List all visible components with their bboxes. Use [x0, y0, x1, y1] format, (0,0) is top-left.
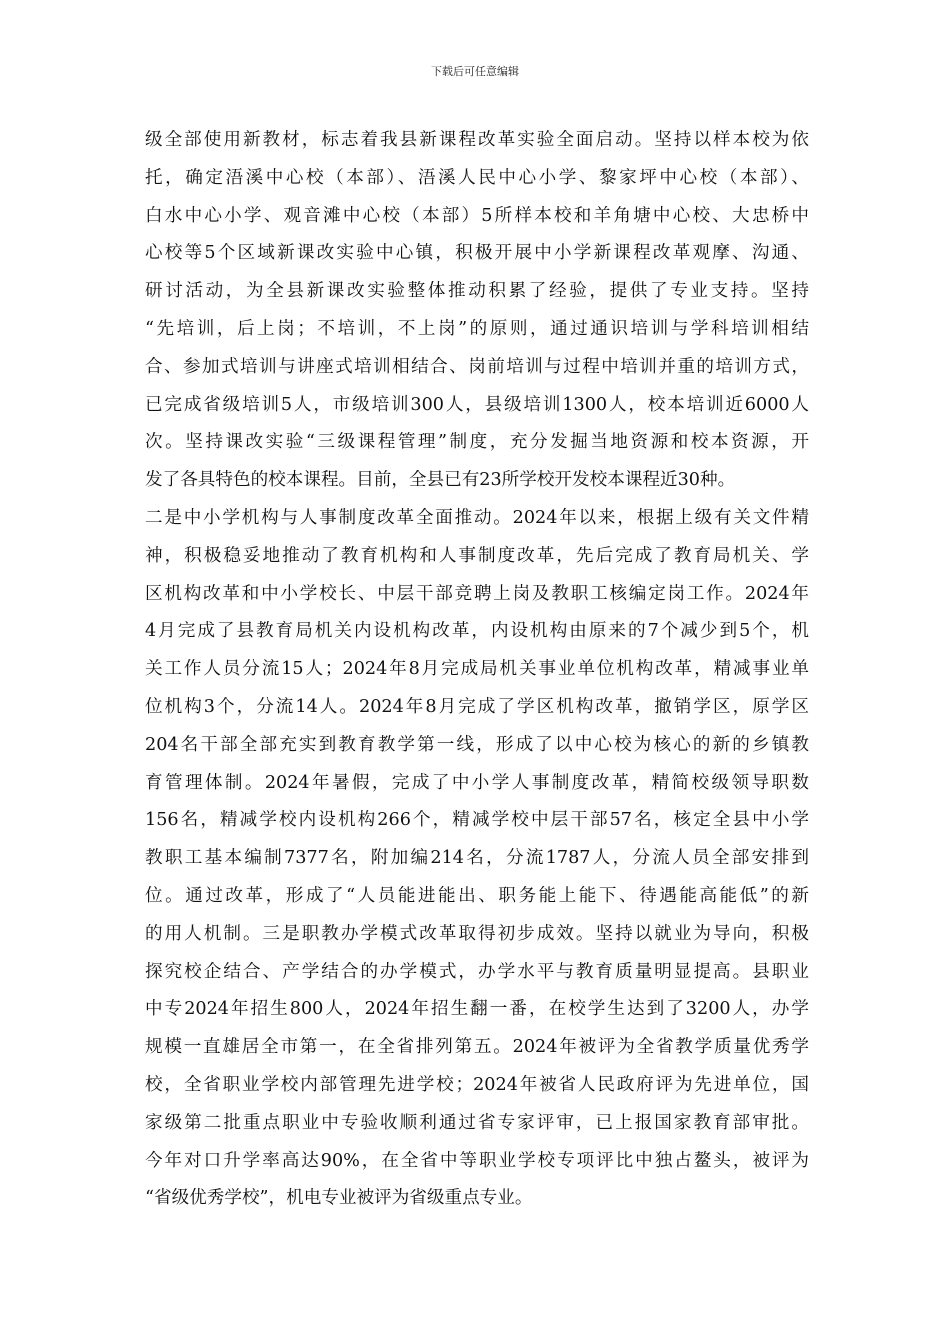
- text-line: 探究校企结合、产学结合的办学模式，办学水平与教育质量明显提高。县职业: [145, 961, 809, 982]
- text-line: “先培训，后上岗；不培训，不上岗”的原则，通过通识培训与学科培训相结: [145, 318, 809, 339]
- text-line: 次。坚持课改实验“三级课程管理”制度，充分发掘当地资源和校本资源，开: [145, 432, 809, 453]
- text-line: 研讨活动，为全县新课改实验整体推动积累了经验，提供了专业支持。坚持: [145, 281, 809, 302]
- text-line: 校，全省职业学校内部管理先进学校；2024年被省人民政府评为先进单位，国: [145, 1074, 809, 1095]
- text-line: 位机构3个，分流14人。2024年8月完成了学区机构改革，撤销学区，原学区: [145, 696, 809, 717]
- text-line: 中专2024年招生800人，2024年招生翻一番，在校学生达到了3200人，办学: [145, 999, 809, 1020]
- text-line: “省级优秀学校”，机电专业被评为省级重点专业。: [145, 1188, 533, 1209]
- text-line: 4月完成了县教育局机关内设机构改革，内设机构由原来的7个减少到5个，机: [145, 621, 809, 642]
- text-line: 合、参加式培训与讲座式培训相结合、岗前培训与过程中培训并重的培训方式，: [145, 356, 809, 377]
- text-line: 心校等5个区域新课改实验中心镇，积极开展中小学新课程改革观摩、沟通、: [145, 243, 809, 264]
- text-line: 的用人机制。三是职教办学模式改革取得初步成效。坚持以就业为导向，积极: [145, 923, 809, 944]
- text-line: 位。通过改革，形成了“人员能进能出、职务能上能下、待遇能高能低”的新: [145, 885, 809, 906]
- text-line: 区机构改革和中小学校长、中层干部竞聘上岗及教职工核编定岗工作。2024年: [145, 583, 809, 604]
- text-line: 教职工基本编制7377名，附加编214名，分流1787人，分流人员全部安排到: [145, 848, 809, 869]
- page-header: 下载后可任意编辑: [431, 65, 519, 78]
- text-line: 托，确定浯溪中心校（本部）、浯溪人民中心小学、黎家坪中心校（本部）、: [145, 167, 809, 188]
- text-line: 级全部使用新教材，标志着我县新课程改革实验全面启动。坚持以样本校为依: [145, 130, 809, 150]
- text-line: 204名干部全部充实到教育教学第一线，形成了以中心校为核心的新的乡镇教: [145, 734, 809, 755]
- document-body: [145, 122, 809, 1218]
- paragraph-2: [145, 500, 809, 1218]
- text-line: 育管理体制。2024年暑假，完成了中小学人事制度改革，精简校级领导职数: [145, 772, 809, 793]
- text-line: 关工作人员分流15人；2024年8月完成局机关事业单位机构改革，精减事业单: [145, 659, 809, 680]
- text-line: 发了各具特色的校本课程。目前，全县已有23所学校开发校本课程近30种。: [145, 470, 736, 491]
- text-line: 家级第二批重点职业中专验收顺利通过省专家评审，已上报国家教育部审批。: [145, 1112, 809, 1133]
- text-line: 神，积极稳妥地推动了教育机构和人事制度改革，先后完成了教育局机关、学: [145, 545, 809, 566]
- text-line: 白水中心小学、观音滩中心校（本部）5所样本校和羊角塘中心校、大忠桥中: [145, 205, 809, 226]
- text-line: 二是中小学机构与人事制度改革全面推动。2024年以来，根据上级有关文件精: [145, 507, 809, 528]
- text-line: 已完成省级培训5人，市级培训300人，县级培训1300人，校本培训近6000人: [145, 394, 809, 415]
- text-line: 今年对口升学率高达90%，在全省中等职业学校专项评比中独占鳌头，被评为: [145, 1150, 809, 1171]
- text-line: 规模一直雄居全市第一，在全省排列第五。2024年被评为全省教学质量优秀学: [145, 1037, 809, 1058]
- text-line: 156名，精减学校内设机构266个，精减学校中层干部57名，核定全县中小学: [145, 810, 809, 831]
- paragraph-1: [145, 122, 809, 500]
